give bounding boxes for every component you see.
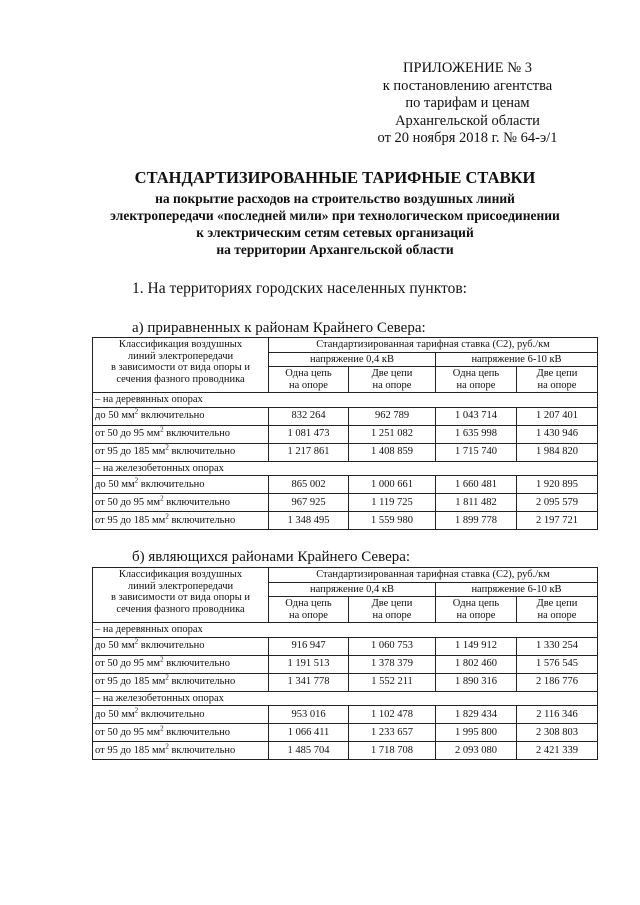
header-voltage-6-10: напряжение 6-10 кВ [436, 582, 598, 597]
document-subtitle [60, 190, 610, 258]
table-cell: 1 081 473 [269, 425, 349, 443]
header-one-circuit: Одна цепь на опоре [436, 367, 517, 393]
header-two-circuits: Две цепи на опоре [517, 367, 598, 393]
table-cell: 1 207 401 [517, 407, 598, 425]
header-rate: Стандартизированная тарифная ставка (С2), руб./км [269, 338, 598, 353]
table-cell: 1 718 708 [349, 742, 436, 760]
table-cell: 1 043 714 [436, 407, 517, 425]
subsection-a-heading: а) приравненных к районам Крайнего Севера: [132, 320, 426, 336]
table-row [93, 706, 598, 724]
group-label-wooden: – на деревянных опорах [93, 393, 598, 408]
header-one-circuit: Одна цепь на опоре [436, 597, 517, 623]
table-cell: 1 119 725 [349, 494, 436, 512]
table-cell: 1 348 495 [269, 512, 349, 530]
table-cell: 1 341 778 [269, 673, 349, 691]
table-cell: 953 016 [269, 706, 349, 724]
table-row [93, 724, 598, 742]
header-one-circuit: Одна цепь на опоре [269, 597, 349, 623]
appendix-line: Архангельской области [395, 112, 540, 129]
table-cell: 1 430 946 [517, 425, 598, 443]
table-row [93, 673, 598, 691]
row-label: от 50 до 95 $мм^2$ включительно [93, 425, 269, 443]
table-cell: 1 984 820 [517, 443, 598, 461]
table-row [93, 742, 598, 760]
table-cell: 1 217 861 [269, 443, 349, 461]
header-voltage-6-10: напряжение 6-10 кВ [436, 352, 598, 367]
group-label-concrete: – на железобетонных опорах [93, 461, 598, 476]
table-cell: 1 000 661 [349, 476, 436, 494]
table-row [93, 407, 598, 425]
appendix-line: от 20 ноября 2018 г. № 64-э/1 [377, 130, 558, 146]
table-cell: 1 485 704 [269, 742, 349, 760]
table-cell: 1 995 800 [436, 724, 517, 742]
header-rate: Стандартизированная тарифная ставка (С2), руб./км [269, 568, 598, 583]
group-label-wooden: – на деревянных опорах [93, 623, 598, 638]
table-cell: 1 920 895 [517, 476, 598, 494]
table-cell: 1 899 778 [436, 512, 517, 530]
table-cell: 2 421 339 [517, 742, 598, 760]
table-cell: 1 890 316 [436, 673, 517, 691]
table-cell: 1 811 482 [436, 494, 517, 512]
table-cell: 1 829 434 [436, 706, 517, 724]
header-one-circuit: Одна цепь на опоре [269, 367, 349, 393]
appendix-line: к постановлению агентства [382, 77, 553, 94]
row-label: до 50 $мм^2$ включительно [93, 476, 269, 494]
row-label: до 50 $мм^2$ включительно [93, 706, 269, 724]
table-cell: 967 925 [269, 494, 349, 512]
header-two-circuits: Две цепи на опоре [517, 597, 598, 623]
header-two-circuits: Две цепи на опоре [349, 597, 436, 623]
section-heading: 1. На территориях городских населенных пунктов: [132, 280, 467, 297]
table-cell: 1 408 859 [349, 443, 436, 461]
header-classification: Классификация воздушных линий электропередачи в зависимости от вида опоры и сечения фазного проводника [93, 568, 269, 623]
appendix-block [340, 60, 595, 148]
row-label: до 50 $мм^2$ включительно [93, 637, 269, 655]
subsection-b-heading: б) являющихся районами Крайнего Севера: [132, 549, 411, 565]
table-cell: 1 066 411 [269, 724, 349, 742]
subtitle-line: на территории Архангельской области [216, 242, 454, 257]
table-cell: 916 947 [269, 637, 349, 655]
header-voltage-04: напряжение 0,4 кВ [269, 582, 436, 597]
row-label: до 50 $мм^2$ включительно [93, 407, 269, 425]
header-voltage-04: напряжение 0,4 кВ [269, 352, 436, 367]
table-cell: 2 308 803 [517, 724, 598, 742]
row-label: от 95 до 185 $мм^2$ включительно [93, 512, 269, 530]
table-cell: 2 095 579 [517, 494, 598, 512]
row-label: от 95 до 185 $мм^2$ включительно [93, 443, 269, 461]
table-cell: 2 197 721 [517, 512, 598, 530]
header-two-circuits: Две цепи на опоре [349, 367, 436, 393]
subtitle-line: на покрытие расходов на строительство воздушных линий [155, 191, 515, 206]
table-cell: 1 715 740 [436, 443, 517, 461]
group-label-concrete: – на железобетонных опорах [93, 691, 598, 706]
appendix-title: ПРИЛОЖЕНИЕ № 3 [403, 60, 532, 76]
table-row [93, 512, 598, 530]
row-label: от 50 до 95 $мм^2$ включительно [93, 494, 269, 512]
table-row [93, 425, 598, 443]
table-cell: 832 264 [269, 407, 349, 425]
tariff-table-b [92, 567, 598, 760]
table-row [93, 476, 598, 494]
table-cell: 1 191 513 [269, 655, 349, 673]
table-cell: 1 233 657 [349, 724, 436, 742]
table-row [93, 655, 598, 673]
row-label: от 95 до 185 $мм^2$ включительно [93, 673, 269, 691]
table-cell: 1 559 980 [349, 512, 436, 530]
table-cell: 2 186 776 [517, 673, 598, 691]
table-cell: 1 552 211 [349, 673, 436, 691]
row-label: от 50 до 95 $мм^2$ включительно [93, 655, 269, 673]
table-cell: 1 251 082 [349, 425, 436, 443]
table-cell: 1 660 481 [436, 476, 517, 494]
table-cell: 1 149 912 [436, 637, 517, 655]
table-cell: 2 116 346 [517, 706, 598, 724]
table-cell: 962 789 [349, 407, 436, 425]
table-cell: 1 802 460 [436, 655, 517, 673]
document-title: СТАНДАРТИЗИРОВАННЫЕ ТАРИФНЫЕ СТАВКИ [134, 168, 536, 187]
row-label: от 95 до 185 $мм^2$ включительно [93, 742, 269, 760]
table-cell: 1 576 545 [517, 655, 598, 673]
table-cell: 1 060 753 [349, 637, 436, 655]
subtitle-line: электропередачи «последней мили» при технологическом присоединении [110, 208, 560, 223]
table-cell: 2 093 080 [436, 742, 517, 760]
table-cell: 1 102 478 [349, 706, 436, 724]
table-cell: 1 635 998 [436, 425, 517, 443]
table-cell: 1 378 379 [349, 655, 436, 673]
table-cell: 1 330 254 [517, 637, 598, 655]
table-cell: 865 002 [269, 476, 349, 494]
table-row [93, 637, 598, 655]
appendix-line: по тарифам и ценам [405, 95, 530, 111]
header-classification: Классификация воздушных линий электропередачи в зависимости от вида опоры и сечения фазного проводника [93, 338, 269, 393]
row-label: от 50 до 95 $мм^2$ включительно [93, 724, 269, 742]
table-row [93, 494, 598, 512]
subtitle-line: к электрическим сетям сетевых организаций [196, 225, 474, 240]
tariff-table-a [92, 337, 598, 530]
table-row [93, 443, 598, 461]
